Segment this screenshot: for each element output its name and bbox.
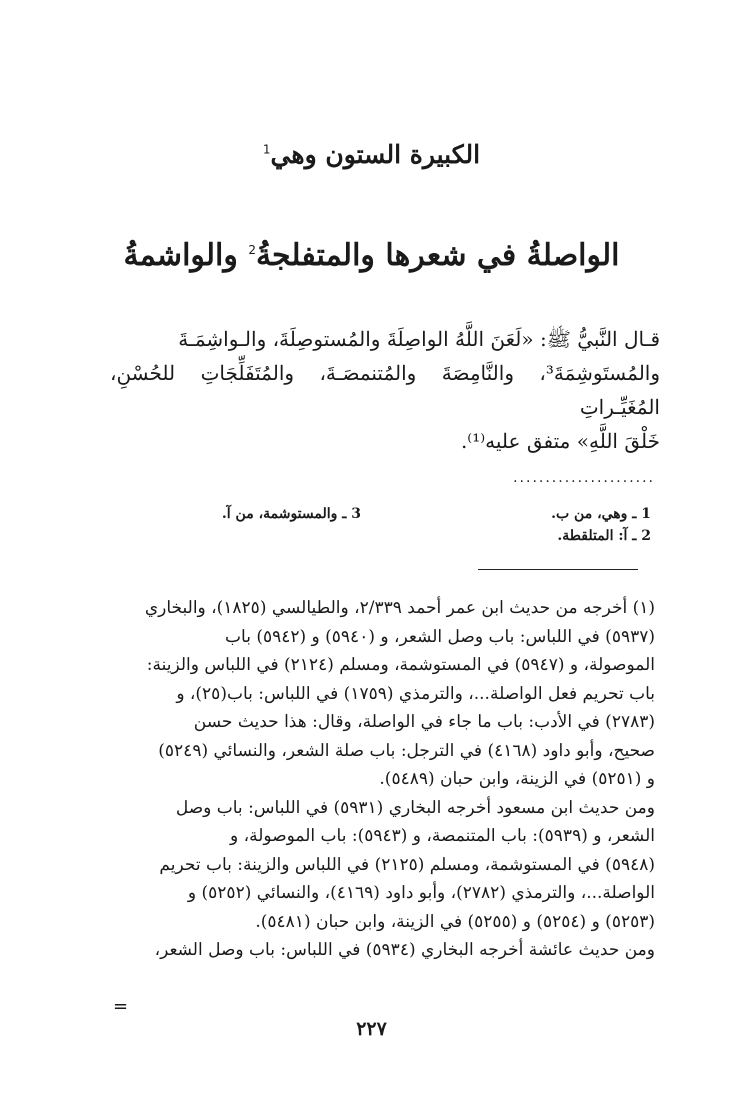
footnote-line: و (٥٢٥١) في الزينة، وابن حبان (٥٤٨٩).: [379, 769, 655, 789]
dotted-separator: ......................: [513, 470, 655, 486]
hadith-line: والمُستَوشِمَةَ³، والنَّامِصَةَ والمُتنمصَـةَ، والمُتَفَلِّجَاتِ للحُسْنِ، المُغَيِّـراتِ: [110, 361, 660, 419]
section-title: [0, 238, 743, 273]
variant-note: 2 ـ آ: المتلقطة.: [557, 528, 651, 544]
footnote-line: الموصولة، و (٥٩٤٧) في المستوشمة، ومسلم (٢١٢٤) في اللباس والزينة:: [146, 655, 655, 675]
hadith-line: قـال النَّبيُّ ﷺ: «لَعَنَ اللَّهُ الواصِلَةَ والمُستوصِلَةَ، والـواشِمَـةَ: [178, 327, 660, 351]
footnote-line: صحيح، وأبو داود (٤١٦٨) في الترجل: باب صلة الشعر، والنسائي (٥٢٤٩): [158, 740, 655, 761]
footnote-divider: [478, 569, 638, 570]
variant-note: 1 ـ وهي، من ب.: [551, 506, 651, 522]
chapter-title-text: الكبيرة الستون وهي: [270, 140, 481, 169]
footnote-block: [110, 594, 655, 965]
footnote-line: باب تحريم فعل الواصلة...، والترمذي (١٧٥٩) في اللباس: باب(٢٥)، و: [176, 683, 655, 704]
footnote-line: (٥٩٣٧) في اللباس: باب وصل الشعر، و (٥٩٤٠) و (٥٩٤٢) باب: [225, 626, 655, 647]
footnote-line: الشعر، و (٥٩٣٩): باب المتنمصة، و (٥٩٤٣): باب الموصولة، و: [230, 826, 655, 846]
variant-notes: [0, 506, 743, 550]
variant-note: 3 ـ والمستوشمة، من آ.: [221, 506, 361, 522]
page-number: ٢٢٧: [356, 1018, 387, 1040]
footnote-line: ومن حديث ابن مسعود أخرجه البخاري (٥٩٣١) في اللباس: باب وصل: [175, 797, 655, 818]
continuation-mark: =: [113, 996, 129, 1017]
footnote-line: (١) أخرجه من حديث ابن عمر أحمد ٢/٣٣٩، والطيالسي (١٨٢٥)، والبخاري: [144, 598, 655, 618]
section-title-part-a: الواصلةُ في شعرها والمتفلجةُ: [255, 238, 620, 273]
footnote-line: الواصلة...، والترمذي (٢٧٨٢)، وأبو داود (٤١٦٩)، والنسائي (٥٢٥٢) و: [187, 883, 655, 903]
chapter-note-ref: 1: [262, 142, 271, 157]
footnote-line: ومن حديث عائشة أخرجه البخاري (٥٩٣٤) في اللباس: باب وصل الشعر،: [154, 940, 655, 960]
chapter-title: [0, 140, 743, 169]
hadith-line: خَلْقَ اللَّهِ» متفق عليه⁽¹⁾.: [460, 429, 660, 453]
footnote-line: (٥٩٤٨) في المستوشمة، ومسلم (٢١٢٥) في اللباس والزينة: باب تحريم: [159, 854, 655, 875]
section-note-ref: 2: [248, 243, 256, 257]
hadith-text: [110, 322, 660, 458]
footnote-line: (٥٢٥٣) و (٥٢٥٤) و (٥٢٥٥) في الزينة، وابن حبان (٥٤٨١).: [255, 911, 655, 932]
footnote-line: (٢٧٨٣) في الأدب: باب ما جاء في الواصلة، وقال: هذا حديث حسن: [193, 712, 655, 732]
section-title-part-b: والواشمةُ: [123, 238, 238, 273]
